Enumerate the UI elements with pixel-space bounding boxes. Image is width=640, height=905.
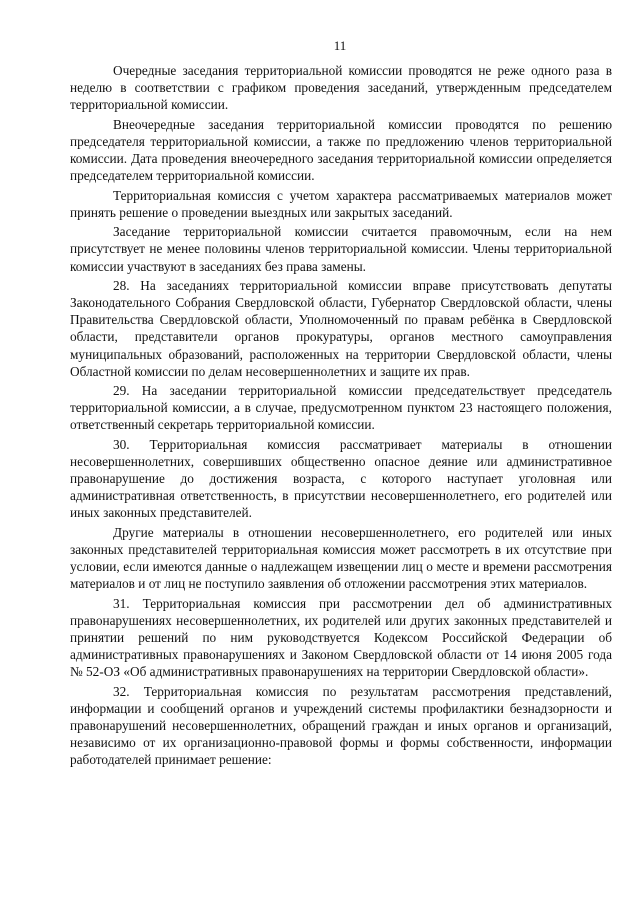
paragraph-item-32: 32. Территориальная комиссия по результатам рассмотрения представлений, информации и сообщений органов и учреждений системы профилактики безнадзорности и правонарушений несовершеннолетних, обращений граждан и иных органов и организаций, независимо от их организационно-правовой формы и формы собственности, информации работодателей принимает решение: — [70, 683, 612, 768]
paragraph-extraordinary-meetings: Внеочередные заседания территориальной комиссии проводятся по решению председателя территориальной комиссии, а также по предложению членов территориальной комиссии. Дата проведения внеочередного заседания территориальной комиссии определяется председателем территориальной комиссии. — [70, 116, 612, 184]
paragraph-quorum: Заседание территориальной комиссии считается правомочным, если на нем присутствует не менее половины членов территориальной комиссии. Члены территориальной комиссии участвуют в заседаниях без права замены. — [70, 224, 612, 274]
page-number: 11 — [333, 38, 347, 53]
paragraph-offsite-closed-meetings: Территориальная комиссия с учетом характера рассматриваемых материалов может принять решение о проведении выездных или закрытых заседаний. — [70, 187, 612, 220]
document-body — [70, 62, 612, 771]
paragraph-item-31: 31. Территориальная комиссия при рассмотрении дел об административных правонарушениях несовершеннолетних, их родителей или других законных представителей и принятии решений по ним руководствуется Кодексом Российской Федерации об административных правонарушениях и Законом Свердловской области от 14 июня 2005 года № 52-ОЗ «Об административных правонарушениях на территории Свердловской области». — [70, 595, 612, 680]
paragraph-item-28: 28. На заседаниях территориальной комиссии вправе присутствовать депутаты Законодательного Собрания Свердловской области, Губернатор Свердловской области, члены Правительства Свердловской области, Уполномоченный по правам ребёнка в Свердловской области, представители органов прокуратуры, органов местного самоуправления муниципальных образований, расположенных на территории Свердловской области, члены Областной комиссии по делам несовершеннолетних и защите их прав. — [70, 278, 612, 379]
paragraph-other-materials: Другие материалы в отношении несовершеннолетнего, его родителей или иных законных представителей территориальная комиссия может рассмотреть в их отсутствие при условии, если имеются данные о надлежащем извещении лиц о месте и времени рассмотрения материалов и от лиц не поступило заявления об отложении рассмотрения этих материалов. — [70, 524, 612, 592]
paragraph-item-29: 29. На заседании территориальной комиссии председательствует председатель территориальной комиссии, а в случае, предусмотренном пунктом 23 настоящего положения, ответственный секретарь территориальной комиссии. — [70, 383, 612, 433]
paragraph-regular-meetings: Очередные заседания территориальной комиссии проводятся не реже одного раза в неделю в соответствии с графиком проведения заседаний, утвержденным председателем территориальной комиссии. — [70, 63, 612, 113]
paragraph-item-30: 30. Территориальная комиссия рассматривает материалы в отношении несовершеннолетних, совершивших общественно опасное деяние или административное правонарушение до достижения возраста, с которого наступает уголовная или административная ответственность, в присутствии несовершеннолетнего, его родителей или иных законных представителей. — [70, 436, 612, 521]
